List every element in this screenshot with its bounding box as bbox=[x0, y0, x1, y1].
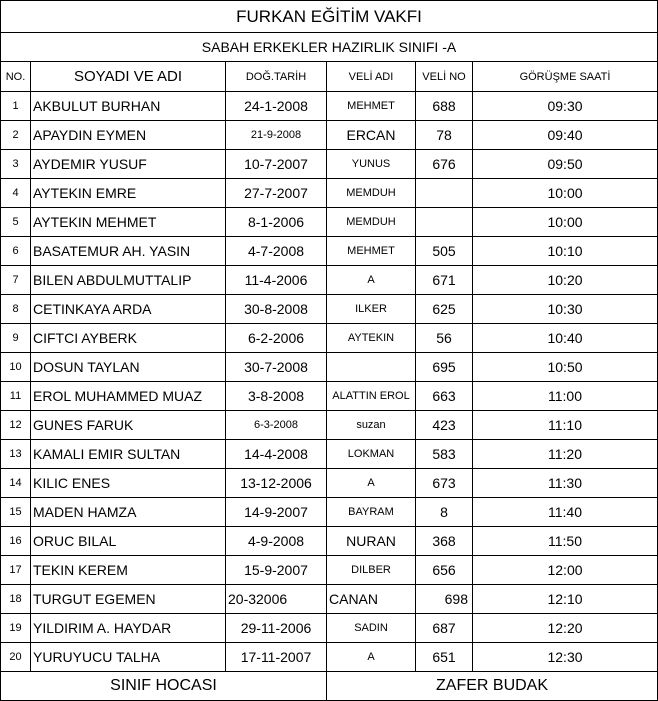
student-name: AYDEMIR YUSUF bbox=[31, 150, 226, 179]
teacher-label: SINIF HOCASI bbox=[1, 672, 327, 701]
birth-date: 15-9-2007 bbox=[226, 556, 327, 585]
row-no: 11 bbox=[1, 382, 31, 411]
parent-no: 56 bbox=[416, 324, 473, 353]
parent-no: 583 bbox=[416, 440, 473, 469]
parent-no: 656 bbox=[416, 556, 473, 585]
parent-no: 423 bbox=[416, 411, 473, 440]
subtitle-row bbox=[1, 33, 658, 62]
parent-no: 698 bbox=[416, 585, 473, 614]
row-no: 19 bbox=[1, 614, 31, 643]
birth-date: 11-4-2006 bbox=[226, 266, 327, 295]
parent-name: MEHMET bbox=[327, 92, 416, 121]
meeting-time: 12:00 bbox=[473, 556, 658, 585]
meeting-time: 11:50 bbox=[473, 527, 658, 556]
parent-no: 78 bbox=[416, 121, 473, 150]
header-row bbox=[1, 62, 658, 92]
table-row bbox=[1, 382, 658, 411]
table-row bbox=[1, 440, 658, 469]
parent-name: A bbox=[327, 643, 416, 672]
birth-date: 24-1-2008 bbox=[226, 92, 327, 121]
meeting-time: 11:40 bbox=[473, 498, 658, 527]
header-name: SOYADI VE ADI bbox=[31, 62, 226, 92]
table-row bbox=[1, 585, 658, 614]
row-no: 18 bbox=[1, 585, 31, 614]
row-no: 20 bbox=[1, 643, 31, 672]
meeting-time: 10:50 bbox=[473, 353, 658, 382]
row-no: 3 bbox=[1, 150, 31, 179]
row-no: 1 bbox=[1, 92, 31, 121]
student-name: TURGUT EGEMEN bbox=[31, 585, 226, 614]
birth-date: 30-7-2008 bbox=[226, 353, 327, 382]
student-name: AYTEKIN MEHMET bbox=[31, 208, 226, 237]
student-name: YILDIRIM A. HAYDAR bbox=[31, 614, 226, 643]
parent-name: MEMDUH bbox=[327, 179, 416, 208]
table-row bbox=[1, 643, 658, 672]
parent-no bbox=[416, 179, 473, 208]
row-no: 5 bbox=[1, 208, 31, 237]
parent-no: 663 bbox=[416, 382, 473, 411]
student-name: GUNES FARUK bbox=[31, 411, 226, 440]
row-no: 17 bbox=[1, 556, 31, 585]
parent-no: 676 bbox=[416, 150, 473, 179]
parent-no: 688 bbox=[416, 92, 473, 121]
meeting-time: 11:00 bbox=[473, 382, 658, 411]
table-row bbox=[1, 469, 658, 498]
birth-date: 6-2-2006 bbox=[226, 324, 327, 353]
birth-date: 4-7-2008 bbox=[226, 237, 327, 266]
row-no: 4 bbox=[1, 179, 31, 208]
parent-no: 368 bbox=[416, 527, 473, 556]
parent-name: SADIN bbox=[327, 614, 416, 643]
row-no: 16 bbox=[1, 527, 31, 556]
birth-date: 21-9-2008 bbox=[226, 121, 327, 150]
student-name: KILIC ENES bbox=[31, 469, 226, 498]
student-name: AKBULUT BURHAN bbox=[31, 92, 226, 121]
student-name: BASATEMUR AH. YASIN bbox=[31, 237, 226, 266]
student-name: AYTEKIN EMRE bbox=[31, 179, 226, 208]
teacher-name: ZAFER BUDAK bbox=[327, 672, 658, 701]
parent-name: suzan bbox=[327, 411, 416, 440]
parent-no: 651 bbox=[416, 643, 473, 672]
student-name: BILEN ABDULMUTTALIP bbox=[31, 266, 226, 295]
meeting-time: 10:00 bbox=[473, 179, 658, 208]
parent-name: ERCAN bbox=[327, 121, 416, 150]
table-row bbox=[1, 295, 658, 324]
parent-name: ILKER bbox=[327, 295, 416, 324]
parent-name bbox=[327, 353, 416, 382]
student-name: CETINKAYA ARDA bbox=[31, 295, 226, 324]
table-row bbox=[1, 411, 658, 440]
student-name: DOSUN TAYLAN bbox=[31, 353, 226, 382]
header-date: DOĞ.TARİH bbox=[226, 62, 327, 92]
student-name: APAYDIN EYMEN bbox=[31, 121, 226, 150]
page-title: FURKAN EĞİTİM VAKFI bbox=[1, 1, 658, 33]
footer-row bbox=[1, 672, 658, 701]
parent-name: A bbox=[327, 469, 416, 498]
student-name: CIFTCI AYBERK bbox=[31, 324, 226, 353]
student-name: MADEN HAMZA bbox=[31, 498, 226, 527]
table-row bbox=[1, 237, 658, 266]
header-time: GÖRÜŞME SAATİ bbox=[473, 62, 658, 92]
meeting-time: 12:20 bbox=[473, 614, 658, 643]
meeting-time: 09:30 bbox=[473, 92, 658, 121]
class-title: SABAH ERKEKLER HAZIRLIK SINIFI -A bbox=[1, 33, 658, 62]
birth-date: 30-8-2008 bbox=[226, 295, 327, 324]
table-row bbox=[1, 266, 658, 295]
table-row bbox=[1, 150, 658, 179]
parent-no: 8 bbox=[416, 498, 473, 527]
meeting-time: 12:10 bbox=[473, 585, 658, 614]
row-no: 2 bbox=[1, 121, 31, 150]
row-no: 8 bbox=[1, 295, 31, 324]
table-row bbox=[1, 614, 658, 643]
header-parent-no: VELİ NO bbox=[416, 62, 473, 92]
parent-no: 625 bbox=[416, 295, 473, 324]
parent-name: ALATTIN EROL bbox=[327, 382, 416, 411]
parent-name: YUNUS bbox=[327, 150, 416, 179]
row-no: 7 bbox=[1, 266, 31, 295]
parent-no: 671 bbox=[416, 266, 473, 295]
table-row bbox=[1, 324, 658, 353]
birth-date: 14-9-2007 bbox=[226, 498, 327, 527]
table-row bbox=[1, 92, 658, 121]
birth-date: 4-9-2008 bbox=[226, 527, 327, 556]
birth-date: 20-32006 bbox=[226, 585, 327, 614]
row-no: 9 bbox=[1, 324, 31, 353]
parent-name: A bbox=[327, 266, 416, 295]
meeting-time: 10:20 bbox=[473, 266, 658, 295]
table-row bbox=[1, 498, 658, 527]
meeting-time: 09:40 bbox=[473, 121, 658, 150]
meeting-time: 09:50 bbox=[473, 150, 658, 179]
birth-date: 8-1-2006 bbox=[226, 208, 327, 237]
meeting-time: 10:10 bbox=[473, 237, 658, 266]
parent-name: AYTEKIN bbox=[327, 324, 416, 353]
table-row bbox=[1, 121, 658, 150]
parent-no: 673 bbox=[416, 469, 473, 498]
student-name: KAMALI EMIR SULTAN bbox=[31, 440, 226, 469]
meeting-time: 12:30 bbox=[473, 643, 658, 672]
title-row bbox=[1, 1, 658, 33]
table-row bbox=[1, 179, 658, 208]
row-no: 14 bbox=[1, 469, 31, 498]
meeting-time: 11:10 bbox=[473, 411, 658, 440]
birth-date: 13-12-2006 bbox=[226, 469, 327, 498]
student-name: ORUC BILAL bbox=[31, 527, 226, 556]
birth-date: 17-11-2007 bbox=[226, 643, 327, 672]
birth-date: 14-4-2008 bbox=[226, 440, 327, 469]
header-parent: VELİ ADI bbox=[327, 62, 416, 92]
meeting-time: 10:00 bbox=[473, 208, 658, 237]
birth-date: 6-3-2008 bbox=[226, 411, 327, 440]
birth-date: 10-7-2007 bbox=[226, 150, 327, 179]
birth-date: 29-11-2006 bbox=[226, 614, 327, 643]
row-no: 13 bbox=[1, 440, 31, 469]
row-no: 12 bbox=[1, 411, 31, 440]
parent-no: 687 bbox=[416, 614, 473, 643]
parent-name: BAYRAM bbox=[327, 498, 416, 527]
student-name: TEKIN KEREM bbox=[31, 556, 226, 585]
meeting-time: 10:40 bbox=[473, 324, 658, 353]
parent-no bbox=[416, 208, 473, 237]
parent-name: LOKMAN bbox=[327, 440, 416, 469]
birth-date: 27-7-2007 bbox=[226, 179, 327, 208]
student-name: YURUYUCU TALHA bbox=[31, 643, 226, 672]
meeting-time: 11:20 bbox=[473, 440, 658, 469]
parent-no: 505 bbox=[416, 237, 473, 266]
table-row bbox=[1, 527, 658, 556]
row-no: 15 bbox=[1, 498, 31, 527]
meeting-time: 11:30 bbox=[473, 469, 658, 498]
parent-name: MEMDUH bbox=[327, 208, 416, 237]
table-row bbox=[1, 353, 658, 382]
parent-name: CANAN bbox=[327, 585, 416, 614]
header-no: NO. bbox=[1, 62, 31, 92]
student-name: EROL MUHAMMED MUAZ bbox=[31, 382, 226, 411]
table-row bbox=[1, 208, 658, 237]
birth-date: 3-8-2008 bbox=[226, 382, 327, 411]
row-no: 10 bbox=[1, 353, 31, 382]
row-no: 6 bbox=[1, 237, 31, 266]
table-row bbox=[1, 556, 658, 585]
parent-no: 695 bbox=[416, 353, 473, 382]
parent-name: NURAN bbox=[327, 527, 416, 556]
meeting-time: 10:30 bbox=[473, 295, 658, 324]
parent-name: MEHMET bbox=[327, 237, 416, 266]
parent-name: DILBER bbox=[327, 556, 416, 585]
